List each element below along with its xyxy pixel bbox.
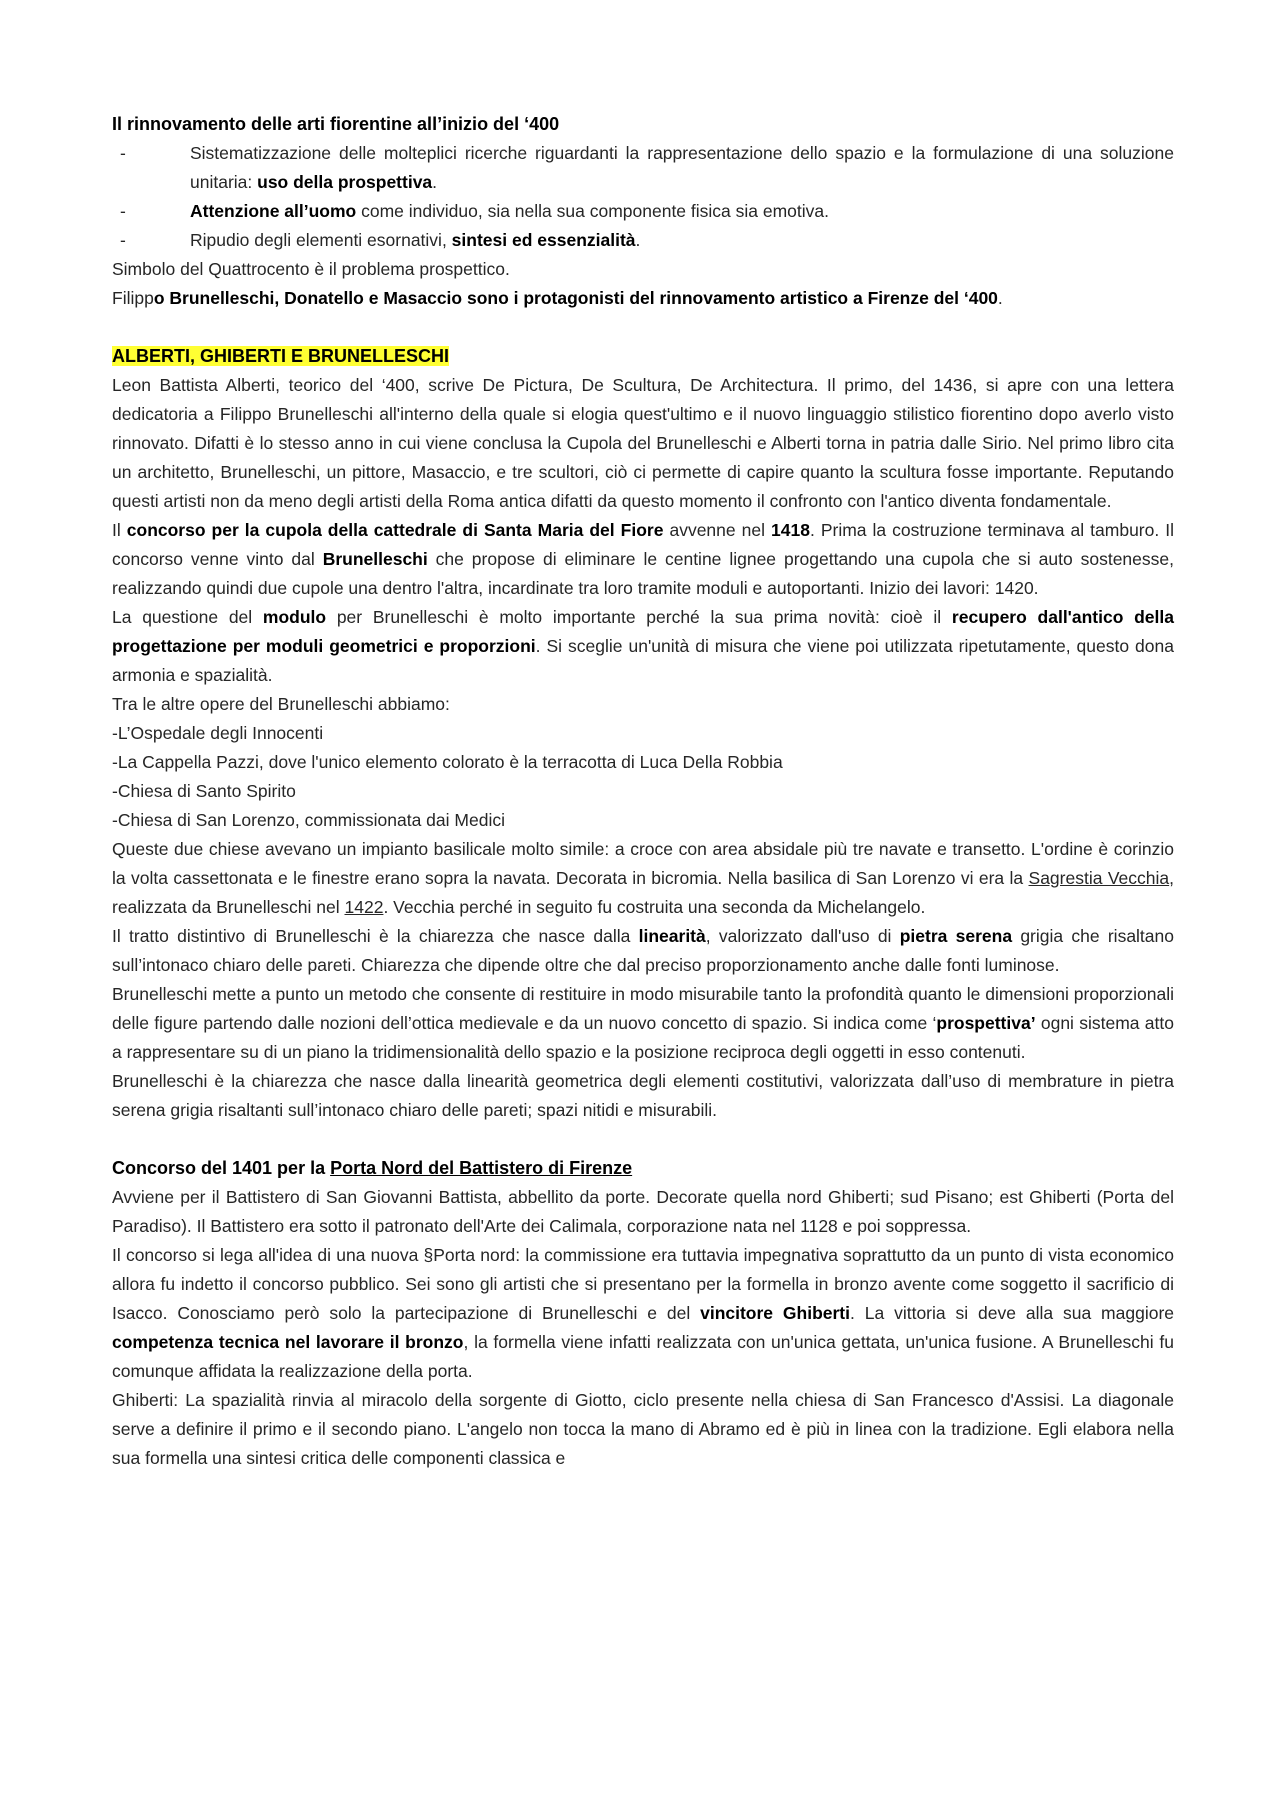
- paragraph: Simbolo del Quattrocento è il problema prospettico.: [112, 259, 510, 279]
- paragraph: La questione del modulo per Brunelleschi è molto importante perché la sua prima novità: cioè il recupero dall'antico della progettazione per moduli geometrici e proporzioni. Si sceglie un'unità di misura che viene poi utilizzata ripetutamente, questo dona armonia e spazialità.: [112, 607, 1174, 685]
- bullet-item: - Sistematizzazione delle molteplici ricerche riguardanti la rappresentazione dello spazio e la formulazione di una soluzione unitaria: uso della prospettiva.: [190, 139, 1174, 197]
- paragraph: Il concorso per la cupola della cattedrale di Santa Maria del Fiore avvenne nel 1418. Prima la costruzione terminava al tamburo. Il concorso venne vinto dal Brunelleschi che propose di eliminare le centine lignee progettando una cupola che si auto sostenesse, realizzando quindi due cupole una dentro l'altra, incardinate tra loro tramite moduli e autoportanti. Inizio dei lavori: 1420.: [112, 520, 1174, 598]
- list-item: -La Cappella Pazzi, dove l'unico elemento colorato è la terracotta di Luca Della Robbia: [112, 752, 783, 772]
- paragraph: Brunelleschi mette a punto un metodo che consente di restituire in modo misurabile tanto la profondità quanto le dimensioni proporzionali delle figure partendo dalle nozioni dell’ottica medievale e da un nuovo concetto di spazio. Si indica come ‘prospettiva’ ogni sistema atto a rappresentare su di un piano la tridimensionalità dello spazio e la posizione reciproca degli oggetti in esso contenuti.: [112, 984, 1175, 1062]
- paragraph: Leon Battista Alberti, teorico del ‘400, scrive De Pictura, De Scultura, De Architectura. Il primo, del 1436, si apre con una lettera dedicatoria a Filippo Brunelleschi all'interno della quale si elogia quest'ultimo e il nuovo linguaggio stilistico fiorentino dopo averlo visto rinnovato. Difatti è lo stesso anno in cui viene conclusa la Cupola del Brunelleschi e Alberti torna in patria dalle Sirio. Nel primo libro cita un architetto, Brunelleschi, un pittore, Masaccio, e tre scultori, ciò ci permette di capire quanto la scultura fosse importante. Reputando questi artisti non da meno degli artisti della Roma antica difatti da questo momento il confronto con l'antico diventa fondamentale.: [112, 375, 1174, 511]
- document-page: [112, 110, 1174, 1473]
- list-item: -L’Ospedale degli Innocenti: [112, 723, 324, 743]
- underlined-link-sagrestia: Sagrestia Vecchia: [1028, 868, 1170, 888]
- paragraph: Filippo Brunelleschi, Donatello e Masaccio sono i protagonisti del rinnovamento artistico a Firenze del ‘400.: [112, 288, 1003, 308]
- paragraph: Il concorso si lega all'idea di una nuova §Porta nord: la commissione era tuttavia impegnativa soprattutto da un punto di vista economico allora fu indetto il concorso pubblico. Sei sono gli artisti che si presentano per la formella in bronzo avente come soggetto il sacrificio di Isacco. Conosciamo però solo la partecipazione di Brunelleschi e del vincitore Ghiberti. La vittoria si deve alla sua maggiore competenza tecnica nel lavorare il bronzo, la formella viene infatti realizzata con un'unica gettata, un'unica fusione. A Brunelleschi fu comunque affidata la realizzazione della porta.: [112, 1245, 1175, 1381]
- list-item: -Chiesa di Santo Spirito: [112, 781, 296, 801]
- underlined-year: 1422: [344, 897, 384, 917]
- paragraph: Tra le altre opere del Brunelleschi abbiamo:: [112, 694, 450, 714]
- list-item: -Chiesa di San Lorenzo, commissionata dai Medici: [112, 810, 505, 830]
- bullet-item: - Ripudio degli elementi esornativi, sintesi ed essenzialità.: [190, 226, 1174, 255]
- paragraph: Il tratto distintivo di Brunelleschi è la chiarezza che nasce dalla linearità, valorizzato dall'uso di pietra serena grigia che risaltano sull’intonaco chiaro delle pareti. Chiarezza che dipende oltre che dal preciso proporzionamento anche dalle fonti luminose.: [112, 926, 1174, 975]
- section-title-rinnovamento: Il rinnovamento delle arti fiorentine all’inizio del ‘400: [112, 114, 560, 134]
- paragraph: Queste due chiese avevano un impianto basilicale molto simile: a croce con area absidale più tre navate e transetto. L'ordine è corinzio la volta cassettonata e le finestre erano sopra la navata. Decorata in bicromia. Nella basilica di San Lorenzo vi era la Sagrestia Vecchia, realizzata da Brunelleschi nel 1422. Vecchia perché in seguito fu costruita una seconda da Michelangelo.: [112, 839, 1174, 917]
- section-title-alberti: [112, 342, 1174, 371]
- section-title-concorso: Concorso del 1401 per la Porta Nord del Battistero di Firenze: [112, 1158, 633, 1178]
- bullet-list: [112, 139, 1174, 255]
- bullet-item: - Attenzione all’uomo come individuo, sia nella sua componente fisica sia emotiva.: [190, 197, 1174, 226]
- paragraph: Brunelleschi è la chiarezza che nasce dalla linearità geometrica degli elementi costitutivi, valorizzata dall’uso di membrature in pietra serena grigia risaltanti sull’intonaco chiaro delle pareti; spazi nitidi e misurabili.: [112, 1071, 1174, 1120]
- highlighted-heading: ALBERTI, GHIBERTI E BRUNELLESCHI: [112, 346, 450, 366]
- paragraph: Avviene per il Battistero di San Giovanni Battista, abbellito da porte. Decorate quella nord Ghiberti; sud Pisano; est Ghiberti (Porta del Paradiso). Il Battistero era sotto il patronato dell'Arte dei Calimala, corporazione nata nel 1128 e poi soppressa.: [112, 1187, 1174, 1236]
- paragraph: Ghiberti: La spazialità rinvia al miracolo della sorgente di Giotto, ciclo presente nella chiesa di San Francesco d'Assisi. La diagonale serve a definire il primo e il secondo piano. L'angelo non tocca la mano di Abramo ed è più in linea con la tradizione. Egli elabora nella sua formella una sintesi critica delle componenti classica e: [112, 1390, 1174, 1468]
